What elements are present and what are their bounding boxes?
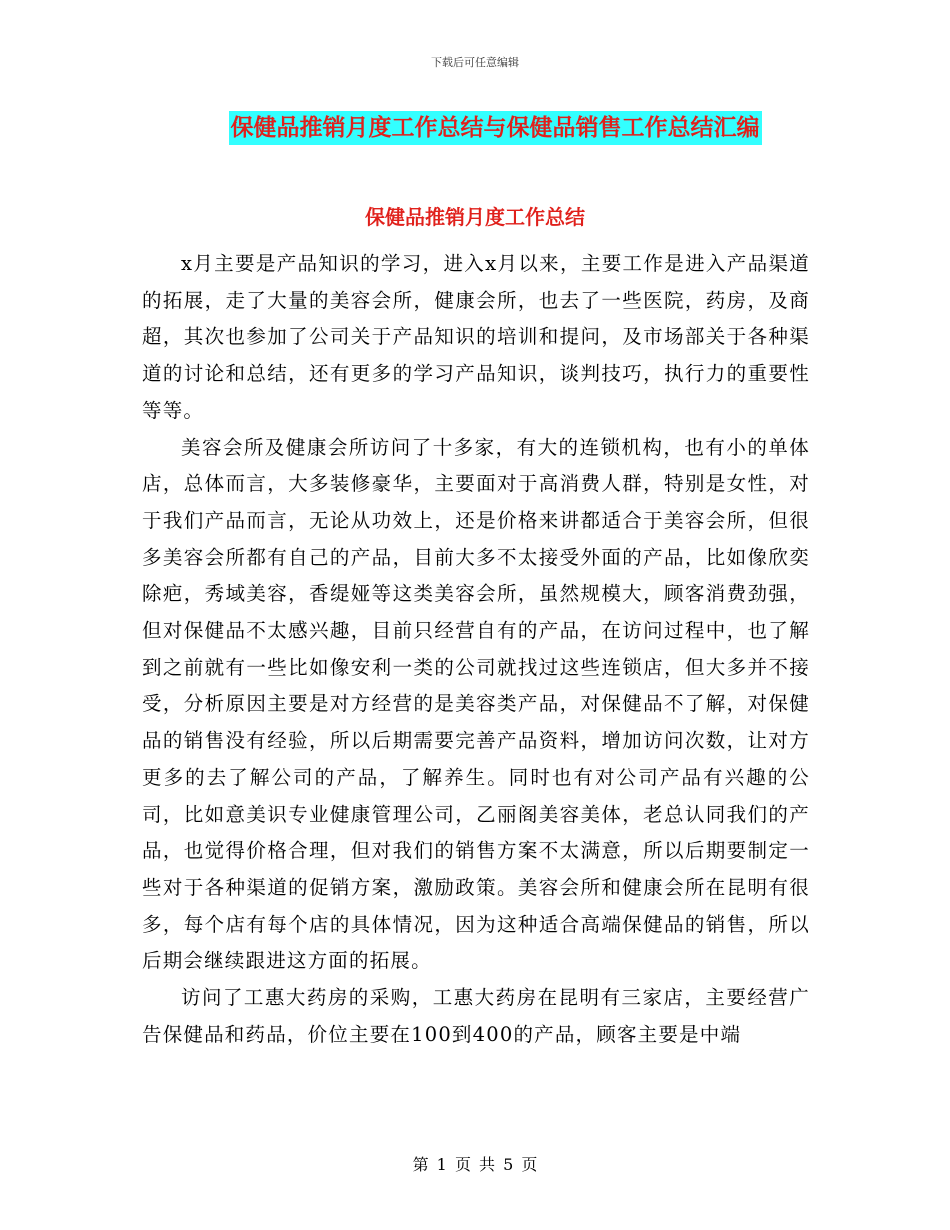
- paragraph: 美容会所及健康会所访问了十多家，有大的连锁机构，也有小的单体店，总体而言，大多装修豪华，主要面对于高消费人群，特别是女性，对于我们产品而言，无论从功效上，还是价格来讲都适合于美容会所，但很多美容会所都有自己的产品，目前大多不太接受外面的产品，比如像欣奕除疤，秀域美容，香缇娅等这类美容会所，虽然规模大，顾客消费劲强，但对保健品不太感兴趣，目前只经营自有的产品，在访问过程中，也了解到之前就有一些比如像安利一类的公司就找过这些连锁店，但大多并不接受，分析原因主要是对方经营的是美容类产品，对保健品不了解，对保健品的销售没有经验，所以后期需要完善产品资料，增加访问次数，让对方更多的去了解公司的产品，了解养生。同时也有对公司产品有兴趣的公司，比如意美识专业健康管理公司，乙丽阁美容美体，老总认同我们的产品，也觉得价格合理，但对我们的销售方案不太满意，所以后期要制定一些对于各种渠道的促销方案，激励政策。美容会所和健康会所在昆明有很多，每个店有每个店的具体情况，因为这种适合高端保健品的销售，所以后期会继续跟进这方面的拓展。: [142, 435, 810, 973]
- page-header-note: 下载后可任意编辑: [431, 56, 519, 69]
- paragraph: 访问了工惠大药房的采购，工惠大药房在昆明有三家店，主要经营广告保健品和药品，价位主要在100到400的产品，顾客主要是中端: [142, 986, 810, 1046]
- page-number-footer: 第 1 页 共 5 页: [412, 1155, 538, 1174]
- section-title: 保健品推销月度工作总结: [365, 205, 585, 229]
- document-title: 保健品推销月度工作总结与保健品销售工作总结汇编: [229, 111, 762, 145]
- paragraph: x月主要是产品知识的学习，进入x月以来，主要工作是进入产品渠道的拓展，走了大量的美容会所，健康会所，也去了一些医院，药房，及商超，其次也参加了公司关于产品知识的培训和提问，及市场部关于各种渠道的讨论和总结，还有更多的学习产品知识，谈判技巧，执行力的重要性等等。: [142, 252, 810, 422]
- document-body: [142, 246, 810, 1053]
- document-title-container: [0, 111, 950, 145]
